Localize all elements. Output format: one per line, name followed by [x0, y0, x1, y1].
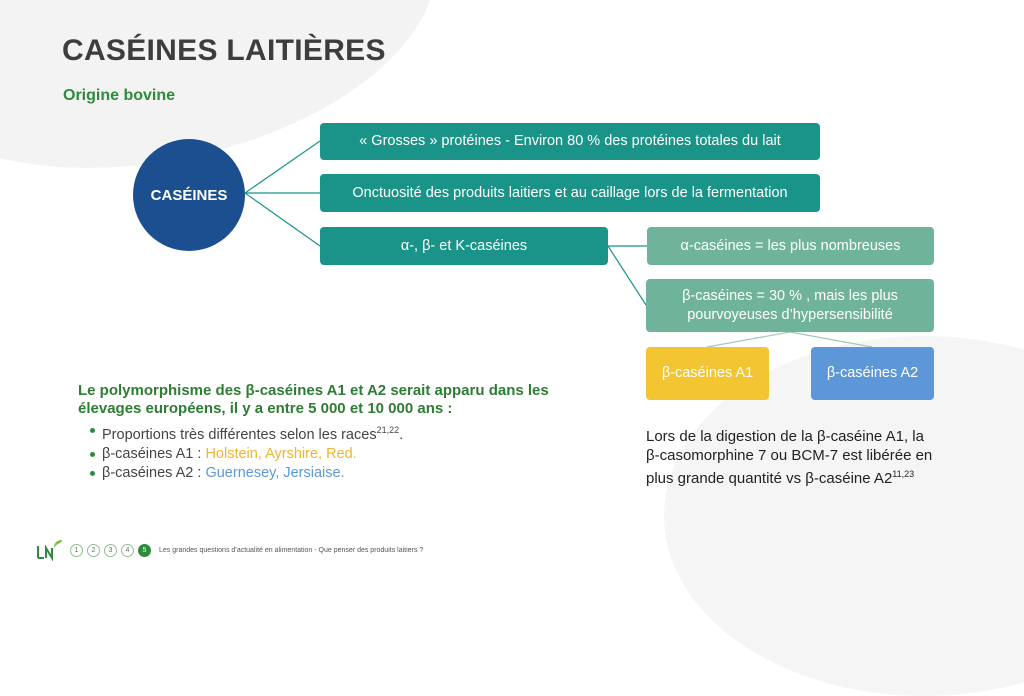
- polymorphism-list: [78, 421, 598, 483]
- box-caseine-types: α-, β- et K-caséines: [320, 227, 608, 265]
- a1-breeds: Holstein, Ayrshire, Red.: [205, 445, 357, 462]
- step-4[interactable]: 4: [121, 544, 134, 557]
- caseines-circle-label: CASÉINES: [150, 186, 228, 204]
- box-beta-a2: β-caséines A2: [811, 347, 934, 400]
- list-item-end: .: [399, 426, 404, 443]
- a2-breeds: Guernesey, Jersiaise.: [205, 464, 345, 481]
- connector-line: [790, 332, 872, 347]
- list-item: [90, 445, 598, 464]
- list-item: [90, 464, 598, 483]
- reference-superscript: 21,22: [376, 425, 400, 435]
- digestion-note: [646, 427, 936, 488]
- a2-label: β-caséines A2 :: [102, 464, 206, 481]
- list-item: [90, 421, 598, 445]
- box-alpha-caseines: α-caséines = les plus nombreuses: [647, 227, 934, 265]
- leaf-logo-icon: [34, 538, 64, 562]
- polymorphism-section: [78, 382, 598, 483]
- box-onctuosity: Onctuosité des produits laitiers et au caillage lors de la fermentation: [320, 174, 820, 212]
- polymorphism-heading: Le polymorphisme des β-caséines A1 et A2 serait apparu dans les élevages européens, il y a entre 5 000 et 10 000 ans :: [78, 382, 549, 417]
- caseines-circle: [133, 139, 245, 251]
- connector-line: [608, 246, 646, 305]
- box-beta-caseines: β-caséines = 30 % , mais les plus pourvoyeuses d’hypersensibilité: [646, 279, 934, 332]
- digestion-text: Lors de la digestion de la β-caséine A1, la β-casomorphine 7 ou BCM-7 est libérée en plus grande quantité vs β-caséine A2: [646, 428, 933, 487]
- page-subtitle: Origine bovine: [63, 87, 176, 104]
- connector-line: [245, 141, 320, 193]
- connector-line: [707, 332, 790, 347]
- footer: [34, 538, 423, 562]
- reference-superscript: 11,23: [892, 469, 915, 479]
- step-3[interactable]: 3: [104, 544, 117, 557]
- page-title: CASÉINES LAITIÈRES: [62, 34, 386, 67]
- proportions-text: Proportions très différentes selon les races: [102, 426, 377, 443]
- box-beta-a1: β-caséines A1: [646, 347, 769, 400]
- connector-line: [245, 193, 320, 246]
- a1-label: β-caséines A1 :: [102, 445, 206, 462]
- step-5-active[interactable]: 5: [138, 544, 151, 557]
- step-1[interactable]: 1: [70, 544, 83, 557]
- box-large-proteins: « Grosses » protéines - Environ 80 % des protéines totales du lait: [320, 123, 820, 160]
- step-2[interactable]: 2: [87, 544, 100, 557]
- footer-text: Les grandes questions d’actualité en alimentation - Que penser des produits laitiers ?: [159, 546, 424, 554]
